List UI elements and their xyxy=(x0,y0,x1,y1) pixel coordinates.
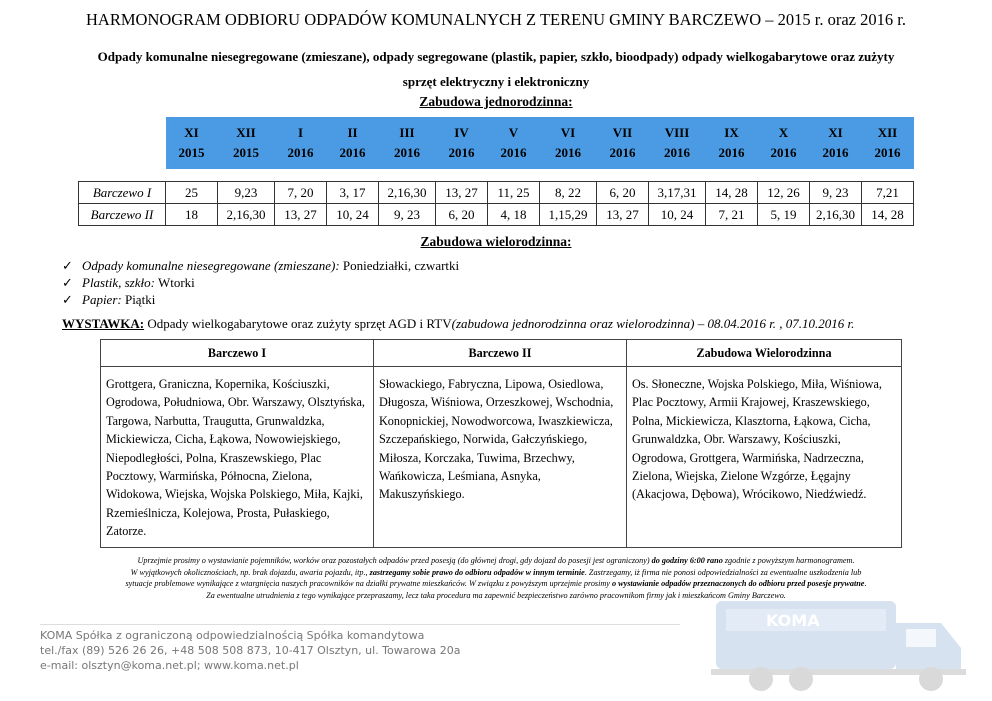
gap-cell xyxy=(488,169,540,182)
list-item xyxy=(62,291,459,308)
month-label: II xyxy=(347,125,358,140)
gap-cell xyxy=(218,169,275,182)
date-cell: 4, 18 xyxy=(488,204,540,226)
collection-days: Poniedziałki, czwartki xyxy=(339,258,460,273)
table-row xyxy=(79,204,914,226)
checkmark-icon: ✓ xyxy=(62,258,73,273)
date-cell: 7, 21 xyxy=(706,204,758,226)
gap-cell xyxy=(862,169,914,182)
garbage-truck-icon xyxy=(706,593,976,693)
page-title: HARMONOGRAM ODBIORU ODPADÓW KOMUNALNYCH Z TERENU GMINY BARCZEWO – 2015 r. oraz 2016 r. xyxy=(86,10,906,29)
footnote-text: . Zastrzegamy, iż firma nie ponosi odpowiedzialności za ewentualne uszkodzenia lub xyxy=(584,567,862,577)
footnote-bold: zastrzegamy sobie prawo do odbioru odpadów w innym terminie xyxy=(369,567,585,577)
date-cell: 18 xyxy=(166,204,218,226)
month-header xyxy=(488,117,540,169)
gap-cell xyxy=(597,169,649,182)
row-label: Barczewo II xyxy=(79,204,166,226)
month-header xyxy=(327,117,379,169)
date-cell: 3, 17 xyxy=(327,182,379,204)
month-label: XI xyxy=(828,125,843,140)
checkmark-icon: ✓ xyxy=(62,275,73,290)
year-label: 2016 xyxy=(664,145,690,160)
month-label: XII xyxy=(877,125,898,140)
year-label: 2015 xyxy=(233,145,259,160)
footer-divider xyxy=(40,624,680,625)
gap-cell xyxy=(275,169,327,182)
date-cell: 2,16,30 xyxy=(218,204,275,226)
multi-family-list xyxy=(62,257,459,308)
month-header xyxy=(379,117,436,169)
street-list-barczewo-1: Grottgera, Graniczna, Kopernika, Kościuszki, Ogrodowa, Południowa, Obr. Warszawy, Olsztyńska, Targowa, Narbutta, Traugutta, Grunwaldzka, Mickiewicza, Cicha, Łąkowa, Nowowiejskiego, Niepodległości, Polna, Kraszewskiego, Plac Pocztowy, Warmińska, Północna, Zielona, Widokowa, Wiejska, Wojska Polskiego, Miła, Kajki, Rzemieślnicza, Kolejowa, Prosta, Pułaskiego, Zatorze. xyxy=(101,367,374,548)
footnote-bold: o wystawianie odpadów przeznaczonych do odbioru przed posesje prywatne xyxy=(611,579,865,589)
multi-family-heading: Zabudowa wielorodzinna: xyxy=(420,234,572,249)
list-item xyxy=(62,257,459,274)
month-label: III xyxy=(399,125,415,140)
gap-cell xyxy=(379,169,436,182)
date-cell: 13, 27 xyxy=(275,204,327,226)
gap-cell xyxy=(540,169,597,182)
single-family-heading: Zabudowa jednorodzinna: xyxy=(419,94,573,109)
bulky-waste-notice xyxy=(62,316,854,332)
streets-table xyxy=(100,339,902,548)
list-item xyxy=(62,274,459,291)
footnote-line xyxy=(40,555,952,567)
month-header xyxy=(218,117,275,169)
month-header xyxy=(436,117,488,169)
schedule-table xyxy=(78,117,914,226)
year-label: 2015 xyxy=(178,145,205,160)
month-header xyxy=(758,117,810,169)
gap-cell xyxy=(649,169,706,182)
month-header xyxy=(706,117,758,169)
row-label: Barczewo I xyxy=(79,182,166,204)
year-label: 2016 xyxy=(394,145,420,160)
date-cell: 5, 19 xyxy=(758,204,810,226)
column-header: Zabudowa Wielorodzinna xyxy=(627,340,902,367)
footnote-bold: do godziny 6:00 rano xyxy=(651,556,723,565)
month-header xyxy=(862,117,914,169)
column-header: Barczewo I xyxy=(101,340,374,367)
date-cell: 8, 22 xyxy=(540,182,597,204)
date-cell: 2,16,30 xyxy=(810,204,862,226)
waste-type: Papier: xyxy=(82,292,122,307)
date-cell: 7, 20 xyxy=(275,182,327,204)
footnote-line xyxy=(40,567,952,579)
collection-days: Piątki xyxy=(121,292,156,307)
month-label: I xyxy=(297,125,304,140)
date-cell: 11, 25 xyxy=(488,182,540,204)
gap-cell xyxy=(810,169,862,182)
page-subtitle xyxy=(40,44,952,94)
company-footer xyxy=(40,628,680,673)
subtitle-line-2: sprzęt elektryczny i elektroniczny xyxy=(402,74,590,89)
checkmark-icon: ✓ xyxy=(62,292,73,307)
year-label: 2016 xyxy=(822,145,849,160)
date-cell: 9, 23 xyxy=(379,204,436,226)
month-header xyxy=(597,117,649,169)
schedule-header-row xyxy=(79,117,914,169)
month-header xyxy=(810,117,862,169)
footer-contact: tel./fax (89) 526 26 26, +48 508 508 873, 10-417 Olsztyn, ul. Towarowa 20a xyxy=(40,644,461,657)
streets-row xyxy=(101,367,902,548)
footnote-line: Za ewentualne utrudnienia z tego wynikające przepraszamy, lecz taka procedura ma zapewnić bezpieczeństwo zarówno pracownikom firmy jak i mieszkańcom Gminy Barczewo. xyxy=(206,590,786,600)
month-label: IX xyxy=(724,125,739,140)
street-list-barczewo-2: Słowackiego, Fabryczna, Lipowa, Osiedlowa, Długosza, Wiśniowa, Orzeszkowej, Wschodnia, Konopnickiej, Nowodworcowa, Iwaszkiewicza, Szczepańskiego, Norwida, Gałczyńskiego, Miłosza, Korczaka, Tuwima, Brzechwy, Wańkowicza, Leśmiana, Asnyka, Makuszyńskiego. xyxy=(374,367,627,548)
bulky-waste-label: WYSTAWKA: xyxy=(62,316,145,331)
footnote-text: . xyxy=(864,579,867,589)
date-cell: 3,17,31 xyxy=(649,182,706,204)
date-cell: 1,15,29 xyxy=(540,204,597,226)
date-cell: 25 xyxy=(166,182,218,204)
year-label: 2016 xyxy=(555,145,581,160)
date-cell: 12, 26 xyxy=(758,182,810,204)
subtitle-line-1: Odpady komunalne niesegregowane (zmieszane), odpady segregowane (plastik, papier, szkło, bioodpady) odpady wielkogabarytowe oraz zużyty xyxy=(97,49,895,64)
streets-header-row xyxy=(101,340,902,367)
year-label: 2016 xyxy=(339,145,366,160)
month-label: V xyxy=(508,125,519,140)
date-cell: 9,23 xyxy=(218,182,275,204)
collection-days: Wtorki xyxy=(154,275,195,290)
footnote-text: W wyjątkowych okolicznościach, np. brak dojazdu, awaria pojazdu, itp., xyxy=(130,567,370,577)
month-header xyxy=(649,117,706,169)
year-label: 2016 xyxy=(874,145,901,160)
month-label: VII xyxy=(612,125,633,140)
gap-cell xyxy=(166,169,218,182)
gap-cell xyxy=(79,169,166,182)
date-cell: 9, 23 xyxy=(810,182,862,204)
footnote-line xyxy=(40,578,952,590)
year-label: 2016 xyxy=(609,145,636,160)
month-label: XII xyxy=(236,125,256,140)
footnote-text: zgodnie z powyższym harmonogramem. xyxy=(722,556,855,565)
column-header: Barczewo II xyxy=(374,340,627,367)
month-header xyxy=(166,117,218,169)
date-cell: 14, 28 xyxy=(706,182,758,204)
waste-type: Plastik, szkło: xyxy=(82,275,155,290)
year-label: 2016 xyxy=(448,145,475,160)
date-cell: 10, 24 xyxy=(327,204,379,226)
month-label: VI xyxy=(560,125,576,140)
waste-type: Odpady komunalne niesegregowane (zmieszane): xyxy=(82,258,340,273)
footer-company: KOMA Spółka z ograniczoną odpowiedzialnością Spółka komandytowa xyxy=(40,629,425,642)
bulky-waste-dates: (zabudowa jednorodzinna oraz wielorodzinna) – 08.04.2016 r. , 07.10.2016 r. xyxy=(451,316,855,331)
year-label: 2016 xyxy=(718,145,745,160)
date-cell: 7,21 xyxy=(862,182,914,204)
street-list-multi-family: Os. Słoneczne, Wojska Polskiego, Miła, Wiśniowa, Plac Pocztowy, Armii Krajowej, Kraszewskiego, Polna, Mickiewicza, Klasztorna, Łąkowa, Cicha, Grunwaldzka, Obr. Warszawy, Kościuszki, Ogrodowa, Grottgera, Warmińska, Nadrzeczna, Zielona, Wiejska, Zielone Wzgórze, Łęgajny (Akacjowa, Dębowa), Wrócikowo, Niedźwiedź. xyxy=(627,367,902,548)
month-label: X xyxy=(778,125,789,140)
footnote-text: sytuacje problemowe wynikające z wtargnięcia naszych pracowników na działki prywatne mieszkańców. W związku z powyższym uprzejmie prosimy xyxy=(125,579,612,589)
date-cell: 2,16,30 xyxy=(379,182,436,204)
date-cell: 13, 27 xyxy=(597,204,649,226)
date-cell: 6, 20 xyxy=(436,204,488,226)
gap-cell xyxy=(758,169,810,182)
row-label-header xyxy=(79,117,166,169)
month-header xyxy=(540,117,597,169)
month-label: XI xyxy=(184,125,199,140)
date-cell: 10, 24 xyxy=(649,204,706,226)
gap-cell xyxy=(436,169,488,182)
year-label: 2016 xyxy=(770,145,797,160)
gap-cell xyxy=(327,169,379,182)
month-label: VIII xyxy=(664,125,690,140)
month-label: IV xyxy=(454,125,469,140)
month-header xyxy=(275,117,327,169)
year-label: 2016 xyxy=(500,145,527,160)
date-cell: 6, 20 xyxy=(597,182,649,204)
year-label: 2016 xyxy=(287,145,314,160)
schedule-gap-row xyxy=(79,169,914,182)
table-row xyxy=(79,182,914,204)
date-cell: 14, 28 xyxy=(862,204,914,226)
footer-email: e-mail: olsztyn@koma.net.pl; www.koma.net.pl xyxy=(40,659,299,672)
gap-cell xyxy=(706,169,758,182)
date-cell: 13, 27 xyxy=(436,182,488,204)
footnote-text: Uprzejmie prosimy o wystawianie pojemników, worków oraz pozostałych odpadów przed posesją (do głównej drogi, gdy dojazd do posesji jest ograniczony) xyxy=(137,556,652,565)
bulky-waste-text: Odpady wielkogabarytowe oraz zużyty sprzęt AGD i RTV xyxy=(144,316,452,331)
truck-logo-text: KOMA xyxy=(766,611,820,630)
